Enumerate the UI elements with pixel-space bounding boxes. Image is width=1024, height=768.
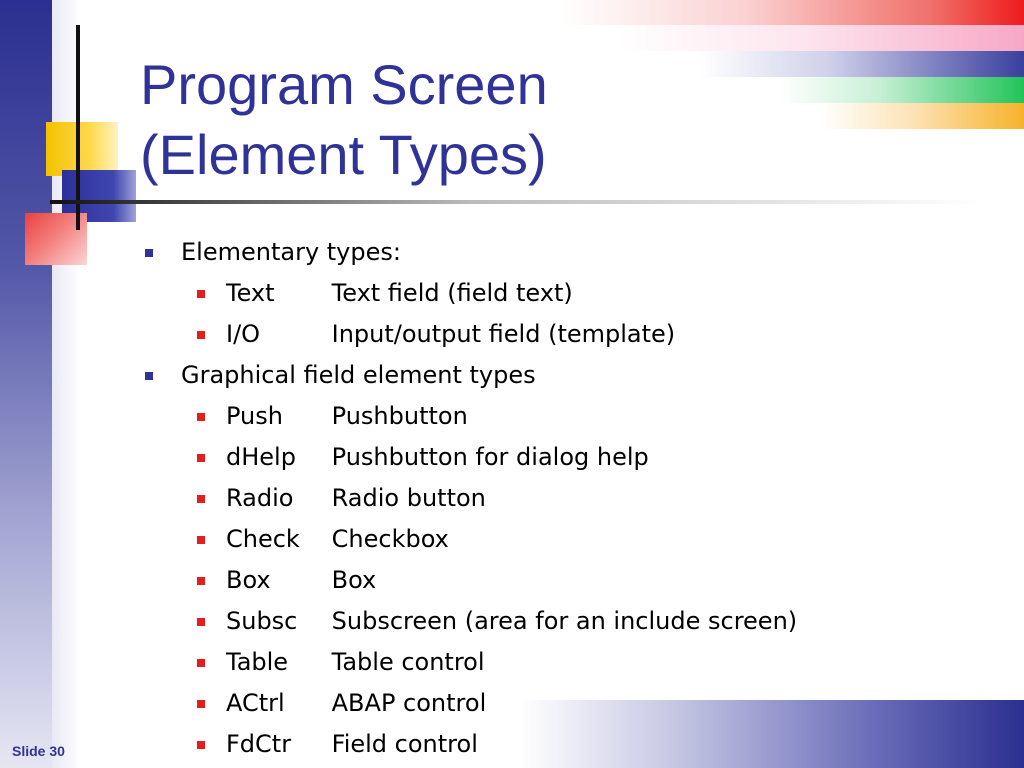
square-bullet-icon	[197, 536, 205, 544]
square-bullet-icon	[145, 372, 153, 380]
list-item	[145, 683, 1005, 724]
section-heading-text: Elementary types:	[181, 238, 401, 266]
element-code: Check	[226, 525, 300, 553]
slide-title	[140, 50, 548, 190]
deco-band-navy	[700, 51, 1024, 77]
square-bullet-icon	[197, 290, 205, 298]
list-item	[145, 314, 1005, 355]
list-item	[145, 437, 1005, 478]
element-code: Table	[226, 648, 289, 676]
deco-square-yellow	[46, 122, 118, 176]
element-code: Radio	[226, 484, 294, 512]
square-bullet-icon	[197, 618, 205, 626]
list-item	[145, 519, 1005, 560]
element-code: Push	[226, 402, 283, 430]
deco-band-pink	[620, 25, 1024, 51]
deco-band-orange	[820, 103, 1024, 129]
square-bullet-icon	[197, 741, 205, 749]
bullet-list	[145, 232, 1005, 765]
square-bullet-icon	[197, 577, 205, 585]
element-code: Text	[226, 279, 275, 307]
element-description: Checkbox	[331, 525, 449, 553]
element-code: Subsc	[226, 607, 298, 635]
section-heading	[145, 355, 1005, 396]
list-item	[145, 642, 1005, 683]
list-item	[145, 560, 1005, 601]
square-bullet-icon	[197, 331, 205, 339]
element-description: Box	[331, 566, 377, 594]
square-bullet-icon	[197, 413, 205, 421]
list-item	[145, 724, 1005, 765]
section-heading	[145, 232, 1005, 273]
element-description: Radio button	[331, 484, 486, 512]
square-bullet-icon	[197, 454, 205, 462]
element-description: Pushbutton for dialog help	[331, 443, 649, 471]
title-line-2: (Element Types)	[140, 123, 547, 186]
list-item	[145, 396, 1005, 437]
left-gradient-strip	[0, 0, 52, 768]
element-code: I/O	[226, 320, 261, 348]
list-item	[145, 601, 1005, 642]
title-divider	[50, 200, 980, 204]
square-bullet-icon	[145, 249, 153, 257]
square-bullet-icon	[197, 495, 205, 503]
element-description: Pushbutton	[331, 402, 468, 430]
element-description: Table control	[331, 648, 485, 676]
element-description: Input/output field (template)	[331, 320, 676, 348]
deco-band-green	[780, 77, 1024, 103]
section-heading-text: Graphical field element types	[181, 361, 536, 389]
element-description: ABAP control	[331, 689, 487, 717]
slide-number: Slide 30	[12, 743, 65, 759]
deco-band-red	[560, 0, 1024, 25]
square-bullet-icon	[197, 659, 205, 667]
element-code: Box	[226, 566, 271, 594]
element-code: dHelp	[226, 443, 296, 471]
list-item	[145, 273, 1005, 314]
element-description: Text field (field text)	[331, 279, 573, 307]
square-bullet-icon	[197, 700, 205, 708]
list-item	[145, 478, 1005, 519]
element-code: ACtrl	[226, 689, 285, 717]
element-description: Field control	[331, 730, 478, 758]
element-description: Subscreen (area for an include screen)	[331, 607, 798, 635]
title-line-1: Program Screen	[140, 53, 548, 116]
element-code: FdCtr	[226, 730, 292, 758]
